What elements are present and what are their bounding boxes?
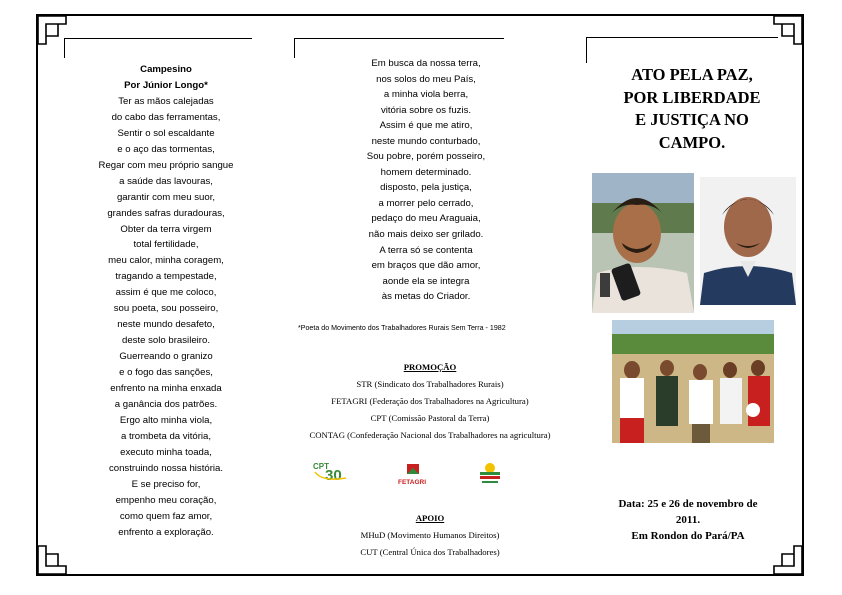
poem-line: Assim é que me atiro, xyxy=(379,120,473,132)
poem-line: a ganância dos patrões. xyxy=(114,399,218,411)
poem-line: disposto, pela justiça, xyxy=(380,182,472,194)
poem-line: assim é que me coloco, xyxy=(115,287,217,299)
poem-line: do cabo das ferramentas, xyxy=(111,111,221,123)
poem-line: em braços que dão amor, xyxy=(371,260,481,272)
poem-line: tragando a tempestade, xyxy=(115,271,217,283)
promocao-section xyxy=(300,359,560,441)
apoio-heading: APOIO xyxy=(415,513,445,523)
event-title xyxy=(596,64,788,154)
event-date-line: 2011. xyxy=(675,514,701,526)
poem-line: a morrer pelo cerrado, xyxy=(378,197,474,209)
poem-line: neste mundo desafeto, xyxy=(117,319,215,331)
poem-author: Por Júnior Longo* xyxy=(124,79,208,91)
poem-line: A terra só se contenta xyxy=(379,244,473,256)
apoio-item: MHuD (Movimento Humanos Direitos) xyxy=(360,530,500,540)
poem-line: total fertilidade, xyxy=(133,239,199,251)
poem-line: garantir com meu suor, xyxy=(116,191,216,203)
poem-line: vitória sobre os fuzis. xyxy=(380,104,472,116)
promocao-heading: PROMOÇÃO xyxy=(403,362,457,372)
promocao-item: STR (Sindicato dos Trabalhadores Rurais) xyxy=(356,379,504,389)
poem-line: homem determinado. xyxy=(380,166,472,178)
cpt-logo xyxy=(312,458,352,484)
promocao-item: CONTAG (Confederação Nacional dos Trabalhadores na agricultura) xyxy=(309,430,551,440)
poem-line: executo minha toada, xyxy=(120,446,212,458)
poem-lines-2 xyxy=(356,56,496,305)
poem-line: empenho meu coração, xyxy=(115,494,217,506)
column-rule-1-tick xyxy=(64,38,65,58)
poem-column-1 xyxy=(96,62,236,541)
event-date xyxy=(592,496,784,544)
event-title-line: POR LIBERDADE xyxy=(623,87,761,107)
event-date-line: Data: 25 e 26 de novembro de xyxy=(618,498,758,510)
poem-column-2 xyxy=(356,56,496,305)
apoio-section xyxy=(300,510,560,561)
corner-ornament-top-left xyxy=(36,14,66,44)
photo-march xyxy=(612,320,774,443)
poem-title: Campesino xyxy=(140,64,192,75)
column-rule-3-tick xyxy=(586,37,587,63)
poem-line: sou poeta, sou posseiro, xyxy=(113,303,219,315)
apoio-item: CUT (Central Única dos Trabalhadores) xyxy=(360,547,500,557)
poem-lines-1 xyxy=(96,94,236,541)
poem-line: a minha viola berra, xyxy=(383,89,469,101)
svg-text:CPT: CPT xyxy=(313,462,329,471)
poem-line: Sou pobre, porém posseiro, xyxy=(366,151,486,163)
corner-ornament-top-right xyxy=(772,14,802,44)
poem-line: Guerreando o granizo xyxy=(119,351,213,363)
fetagri-logo xyxy=(398,462,428,488)
photo-man-with-microphone xyxy=(592,173,694,313)
corner-ornament-bottom-left xyxy=(36,544,66,574)
corner-ornament-bottom-right xyxy=(772,544,802,574)
poem-line: enfrento a exploração. xyxy=(118,526,214,538)
poem-line: Em busca da nossa terra, xyxy=(371,58,481,69)
poem-line: não mais deixo ser grilado. xyxy=(368,229,484,241)
column-rule-2 xyxy=(294,38,504,39)
poem-line: às metas do Criador. xyxy=(381,291,471,303)
poem-line: aonde ela se integra xyxy=(382,275,470,287)
poem-line: construindo nossa história. xyxy=(108,462,224,474)
poem-line: pedaço do meu Araguaia, xyxy=(371,213,481,225)
poem-footnote: *Poeta do Movimento dos Trabalhadores Rurais Sem Terra - 1982 xyxy=(298,324,506,332)
poem-line: Ter as mãos calejadas xyxy=(118,95,214,107)
column-rule-3 xyxy=(586,37,778,38)
promocao-item: FETAGRI (Federação dos Trabalhadores na Agricultura) xyxy=(331,396,529,406)
column-rule-1 xyxy=(64,38,252,39)
svg-text:30: 30 xyxy=(325,467,342,484)
poem-line: nos solos do meu País, xyxy=(376,73,476,85)
poem-line: Sentir o sol escaldante xyxy=(117,127,215,139)
poem-line: Ergo alto minha viola, xyxy=(119,414,213,426)
poem-line: neste mundo conturbado, xyxy=(371,135,481,147)
contag-logo xyxy=(476,460,504,486)
poem-line: Regar com meu próprio sangue xyxy=(98,159,234,171)
poem-line: e o aço das tormentas, xyxy=(117,143,215,155)
event-title-line: CAMPO. xyxy=(658,132,726,152)
poem-line: grandes safras duradouras, xyxy=(107,207,225,219)
poem-line: como quem faz amor, xyxy=(119,510,213,522)
poem-line: deste solo brasileiro. xyxy=(122,335,210,347)
event-title-line: E JUSTIÇA NO xyxy=(635,110,749,129)
poem-line: meu calor, minha coragem, xyxy=(108,255,224,267)
svg-text:FETAGRI: FETAGRI xyxy=(398,479,427,486)
column-rule-2-tick xyxy=(294,38,295,58)
poem-line: enfrento na minha enxada xyxy=(110,383,222,395)
promocao-item: CPT (Comissão Pastoral da Terra) xyxy=(370,413,490,423)
photo-man-portrait xyxy=(700,177,796,305)
event-location: Em Rondon do Pará/PA xyxy=(631,530,745,542)
poem-line: Obter da terra virgem xyxy=(120,223,212,235)
poem-line: E se preciso for, xyxy=(131,478,201,490)
poem-line: e o fogo das sanções, xyxy=(119,367,213,379)
poem-line: a trombeta da vitória, xyxy=(120,430,212,442)
poem-line: a saúde das lavouras, xyxy=(119,175,213,187)
event-title-line: ATO PELA PAZ, xyxy=(631,65,753,84)
